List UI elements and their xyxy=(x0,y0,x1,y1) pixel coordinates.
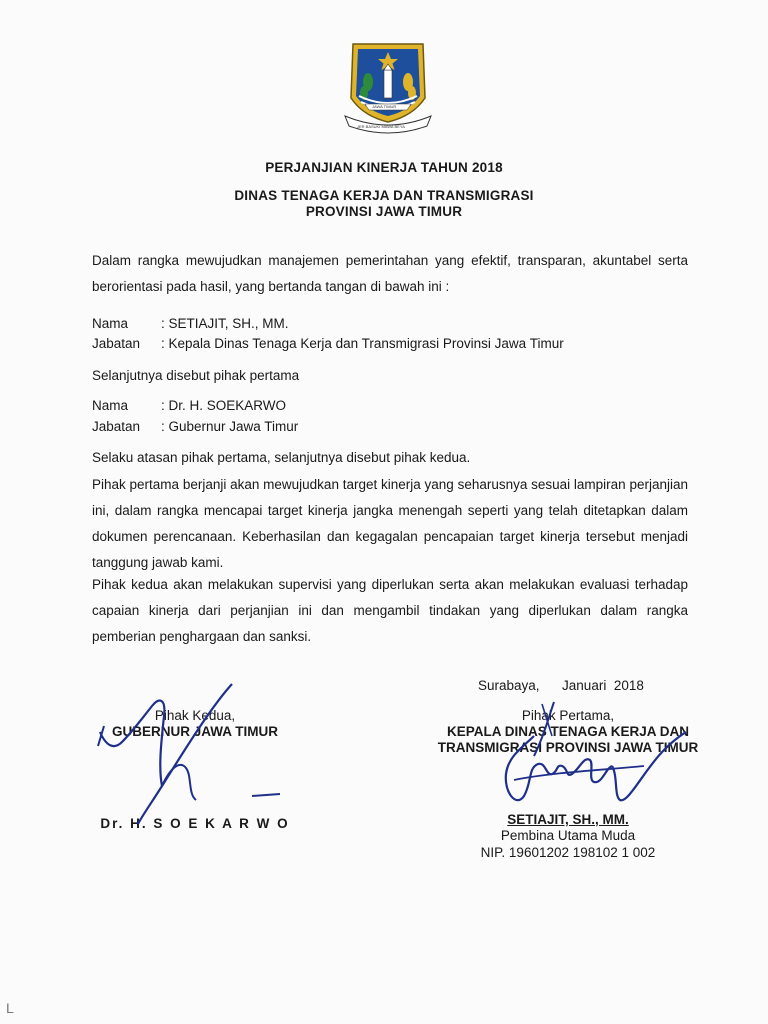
party2-name-label: Nama xyxy=(92,398,129,413)
emblem-ribbon-motto: JER BASUKI MAWA BEYA xyxy=(357,124,405,129)
place-date: Surabaya, Januari 2018 xyxy=(478,678,644,693)
commitment-paragraph: Pihak pertama berjanji akan mewujudkan target kinerja yang seharusnya sesuai lampiran perjanjian ini, dalam rangka mencapai target kinerja jangka menengah seperti yang telah ditetapkan dalam dokumen perencanaan. Keberhasilan dan kegagalan pencapaian target kinerja tersebut menjadi tanggung jawab kami. xyxy=(92,477,688,570)
signature-left-icon xyxy=(92,676,292,836)
party2-position-value: : Gubernur Jawa Timur xyxy=(161,419,299,434)
left-signatory-title: GUBERNUR JAWA TIMUR xyxy=(111,724,278,739)
right-signatory-name: SETIAJIT, SH., MM. xyxy=(507,812,629,827)
party1-name-value: : SETIAJIT, SH., MM. xyxy=(161,316,289,331)
party2-position-label: Jabatan xyxy=(92,419,141,434)
corner-mark: L xyxy=(6,1000,14,1016)
party1-note: Selanjutnya disebut pihak pertama xyxy=(92,368,300,383)
document-title: PERJANJIAN KINERJA TAHUN 2018 xyxy=(265,160,503,175)
party2-name-value: : Dr. H. SOEKARWO xyxy=(161,398,287,413)
signature-right-icon xyxy=(494,696,694,816)
party1-position-row xyxy=(92,334,564,354)
party2-position-row xyxy=(92,417,298,437)
left-signatory-role: Pihak Kedua, xyxy=(154,708,236,723)
supervision-paragraph: Pihak kedua akan melakukan supervisi yang diperlukan serta akan melakukan evaluasi terhadap capaian kinerja dari perjanjian ini dan mengambil tindakan yang diperlukan dalam rangka pemberian penghargaan dan sanksi. xyxy=(92,577,688,644)
agency-line-2: PROVINSI JAWA TIMUR xyxy=(305,204,463,219)
left-signatory-name: Dr. H. S O E K A R W O xyxy=(100,816,290,831)
right-signatory-title-line1: KEPALA DINAS TENAGA KERJA DAN xyxy=(446,724,689,739)
party1-position-value: : Kepala Dinas Tenaga Kerja dan Transmigrasi Provinsi Jawa Timur xyxy=(161,336,564,351)
intro-paragraph: Dalam rangka mewujudkan manajemen pemerintahan yang efektif, transparan, akuntabel serta berorientasi pada hasil, yang bertanda tangan di bawah ini : xyxy=(92,253,688,294)
right-signatory-title-line2: TRANSMIGRASI PROVINSI JAWA TIMUR xyxy=(437,740,699,755)
right-signatory-nip: NIP. 19601202 198102 1 002 xyxy=(480,845,656,860)
party1-name-row xyxy=(92,314,289,334)
east-java-emblem-icon xyxy=(343,38,433,136)
right-signatory-role: Pihak Pertama, xyxy=(521,708,615,723)
party1-position-label: Jabatan xyxy=(92,336,141,351)
party2-name-row xyxy=(92,396,286,416)
right-signatory-rank: Pembina Utama Muda xyxy=(500,828,636,843)
party2-note: Selaku atasan pihak pertama, selanjutnya disebut pihak kedua. xyxy=(92,450,471,465)
agency-line-1: DINAS TENAGA KERJA DAN TRANSMIGRASI xyxy=(234,188,534,203)
emblem-ribbon-jawa-timur: JAWA TIMUR xyxy=(372,104,397,109)
party1-name-label: Nama xyxy=(92,316,129,331)
